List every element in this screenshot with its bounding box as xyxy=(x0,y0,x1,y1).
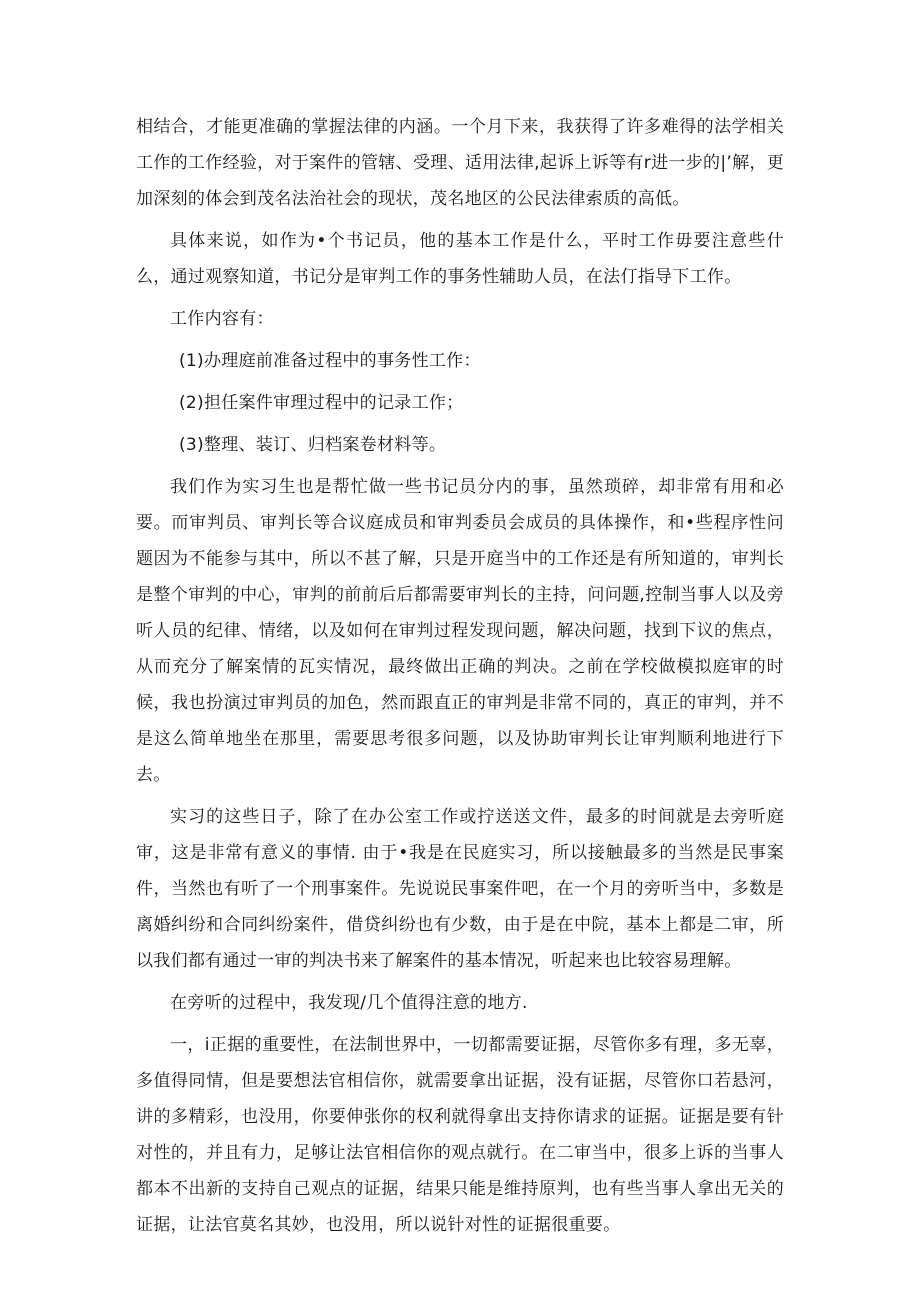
paragraph-evidence-importance: 一，i正据的重要性，在法制世界中，一切都需要证据，尽管你多有理，多无辜，多值得同情，但是要想法官相信你，就需要拿出证据，没有证据，尽管你口若悬河，讲的多精彩，也没用，你要伸张你的权利就得拿出支持你请求的证据。证据是要有针对性的，并且有力，足够让法官相信你的观点就行。在二审当中，很多上诉的当事人都本不出新的支持自己观点的证据，结果只能是维持原判，也有些当事人拿出无关的证据，让法官莫名其妙，也没用，所以说针对性的证据很重要。 xyxy=(136,1035,784,1235)
paragraph-court-hearings: 实习的这些日子，除了在办公室工作或拧送送文件，最多的时间就是去旁听庭审，这是非常有意义的事情. 由于•我是在民庭实习，所以接触最多的当然是民事案件，当然也有听了一个刑事案件。先说说民事案件吧，在一个月的旁听当中，多数是离婚纠纷和合同纠纷案件，借贷纠纷也有少数，由于是在中院，基本上都是二审，所以我们都有通过一审的判决书来了解案件的基本情况，听起来也比较容易理解。 xyxy=(136,807,784,971)
paragraph-continuation: 相结合，才能更准确的掌握法律的内涵。一个月下来，我获得了许多难得的法学相关工作的工作经验，对于案件的管辖、受理、适用法律,起诉上诉等有r进一步的|’解，更加深刻的体会到茂名法治社会的现状，茂名地区的公民法律索质的高低。 xyxy=(136,117,784,209)
list-item-1: (1)办理庭前准备过程中的事务性工作： xyxy=(179,351,481,371)
document-body xyxy=(136,109,784,1243)
list-item-3: (3)整理、装订、归档案卷材料等。 xyxy=(179,435,447,455)
list-item-2: (2)担任案件审理过程中的记录工作； xyxy=(179,393,464,413)
paragraph-observations-intro: 在旁听的过程中，我发现/几个值得注意的地方. xyxy=(170,993,528,1013)
paragraph-clerk-duties: 具体来说，如作为•个书记员，他的基本工作是什么，平时工作毋要注意些什么，通过观察知道，书记分是审判工作的事务性辅助人员，在法仃指导下工作。 xyxy=(136,231,784,287)
paragraph-work-content-heading: 工作内容有： xyxy=(170,309,274,329)
paragraph-intern-work: 我们作为实习生也是帮忙做一些书记员分内的事，虽然琐碎，却非常有用和必要。而审判员、审判长等合议庭成员和审判委员会成员的具体操作，和•些程序性问题因为不能参与其中，所以不甚了解，只是开庭当中的工作还是有所知道的，审判长是整个审判的中心，审判的前前后后都需要审判长的主持，问问题,控制当事人以及旁听人员的纪律、情绪，以及如何在审判过程发现问题，解决问题，找到下议的焦点，从而充分了解案情的瓦实情况，最终做出正确的判决。之前在学校做模拟庭审的时候，我也扮演过审判员的加色，然而跟直正的审判是非常不同的，真正的审判，并不是这么简单地坐在那里，需要思考很多问题，以及协助审判长让审判顺利地进行下去。 xyxy=(136,477,784,785)
